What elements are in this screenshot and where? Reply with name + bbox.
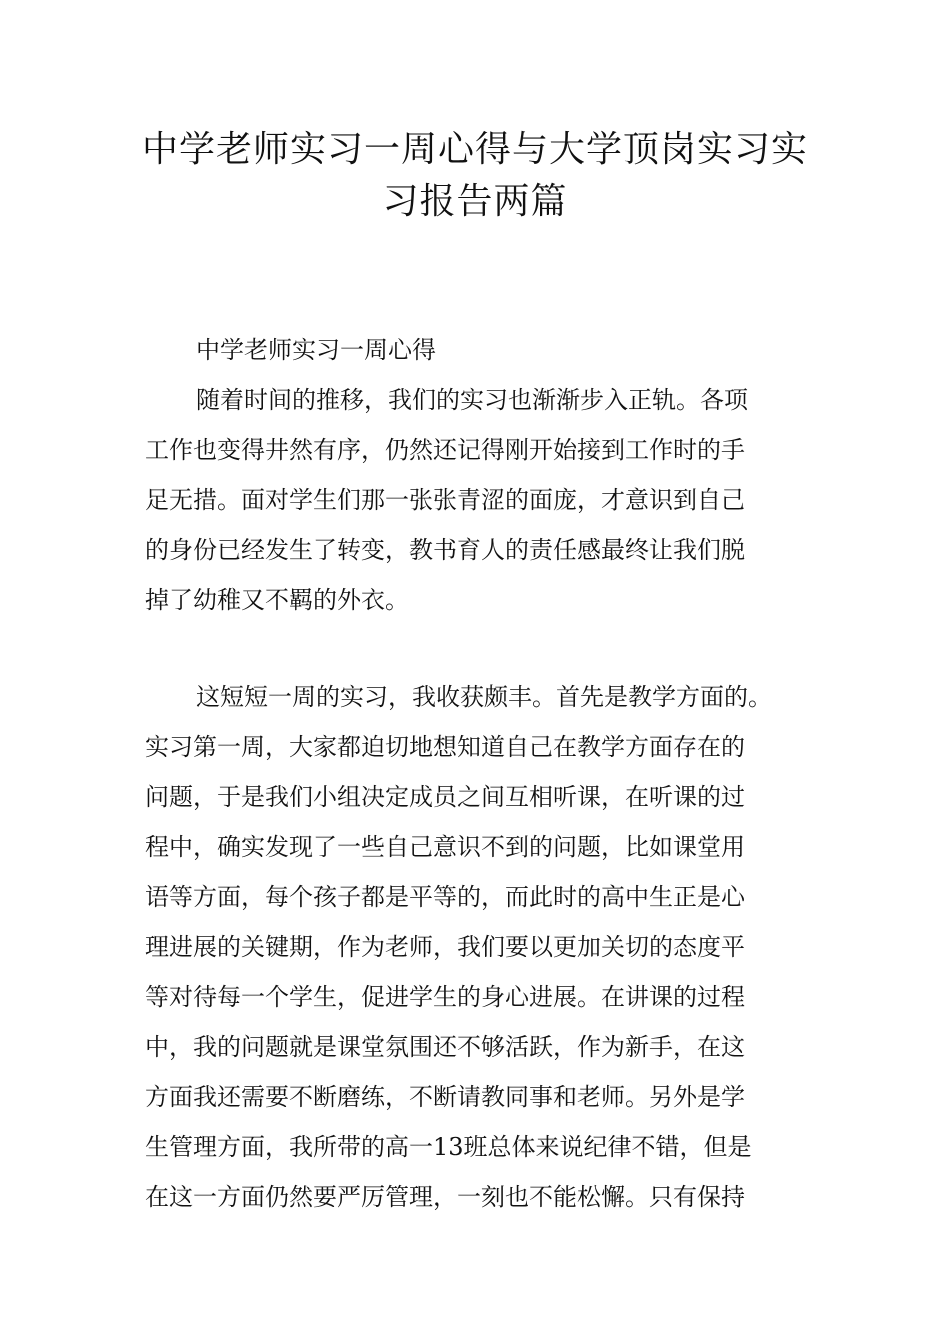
paragraph-line: 生管理方面，我所带的高一13班总体来说纪律不错，但是 xyxy=(145,1133,752,1161)
paragraph-line: 理进展的关键期，作为老师，我们要以更加关切的态度平 xyxy=(145,933,745,961)
title-line: 中学老师实习一周心得与大学顶岗实习实 xyxy=(141,129,808,170)
paragraph-line: 掉了幼稚又不羁的外衣。 xyxy=(145,586,409,614)
paragraph-line: 的身份已经发生了转变，教书育人的责任感最终让我们脱 xyxy=(145,536,745,564)
paragraph-line: 中，我的问题就是课堂氛围还不够活跃，作为新手，在这 xyxy=(145,1033,745,1061)
paragraph-line: 实习第一周，大家都迫切地想知道自己在教学方面存在的 xyxy=(145,733,745,761)
paragraph-line: 这短短一周的实习，我收获颇丰。首先是教学方面的。 xyxy=(196,683,772,711)
paragraph-line: 在这一方面仍然要严厉管理，一刻也不能松懈。只有保持 xyxy=(145,1183,745,1211)
paragraph-line: 语等方面，每个孩子都是平等的，而此时的高中生正是心 xyxy=(145,883,745,911)
paragraph-line: 问题，于是我们小组决定成员之间互相听课，在听课的过 xyxy=(145,783,745,811)
document-title xyxy=(100,124,850,228)
title-line: 习报告两篇 xyxy=(382,181,568,222)
paragraph-line: 足无措。面对学生们那一张张青涩的面庞，才意识到自己 xyxy=(145,486,745,514)
paragraph-line: 等对待每一个学生，促进学生的身心进展。在讲课的过程 xyxy=(145,983,745,1011)
paragraph-line: 随着时间的推移，我们的实习也渐渐步入正轨。各项 xyxy=(196,386,748,414)
paragraph-line: 程中，确实发现了一些自己意识不到的问题，比如课堂用 xyxy=(145,833,745,861)
paragraph-1 xyxy=(145,375,815,625)
subtitle-line: 中学老师实习一周心得 xyxy=(196,336,436,364)
section-heading xyxy=(145,325,815,375)
paragraph-2 xyxy=(145,672,815,1222)
paragraph-line: 方面我还需要不断磨练，不断请教同事和老师。另外是学 xyxy=(145,1083,745,1111)
paragraph-line: 工作也变得井然有序，仍然还记得刚开始接到工作时的手 xyxy=(145,436,745,464)
